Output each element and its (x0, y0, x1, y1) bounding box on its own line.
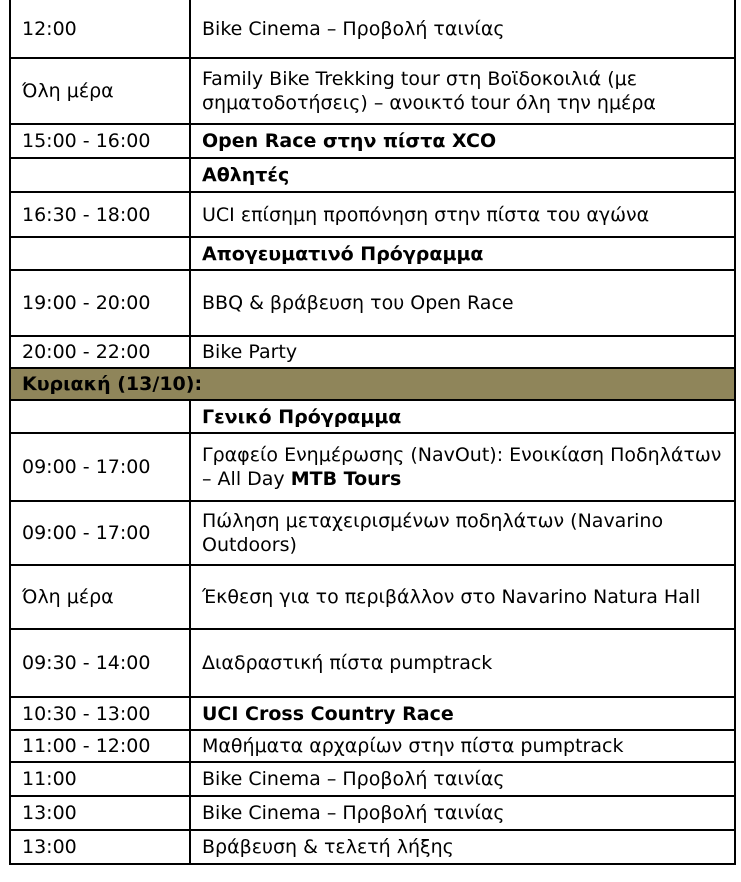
day-header-row (10, 368, 735, 400)
table-row (10, 830, 735, 864)
table-row (10, 501, 735, 565)
section-header-row (10, 158, 735, 192)
table-row (10, 697, 735, 730)
time-cell: 09:30 - 14:00 (10, 629, 190, 697)
description-cell (190, 433, 735, 501)
time-cell: 13:00 (10, 830, 190, 864)
description-cell: Open Race στην πίστα XCO (190, 124, 735, 158)
time-cell: 12:00 (10, 0, 190, 58)
section-header-row (10, 400, 735, 433)
section-title: Απογευματινό Πρόγραμμα (190, 237, 735, 270)
description-cell: Βράβευση & τελετή λήξης (190, 830, 735, 864)
table-row (10, 433, 735, 501)
table-row (10, 565, 735, 629)
description-cell: Bike Cinema – Προβολή ταινίας (190, 0, 735, 58)
table-row (10, 730, 735, 762)
table-row (10, 270, 735, 336)
table-row (10, 796, 735, 830)
section-title: Γενικό Πρόγραμμα (190, 400, 735, 433)
description-cell: Μαθήματα αρχαρίων στην πίστα pumptrack (190, 730, 735, 762)
time-cell: Όλη μέρα (10, 58, 190, 124)
time-cell: 20:00 - 22:00 (10, 336, 190, 368)
description-text: Γραφείο Ενημέρωσης (NavOut): Ενοικίαση Ποδηλάτων – All Day (202, 444, 722, 490)
description-cell: Family Bike Trekking tour στη Βοϊδοκοιλιά (με σηματοδοτήσεις) – ανοικτό tour όλη την ημέρα (190, 58, 735, 124)
description-cell: Έκθεση για το περιβάλλον στο Navarino Natura Hall (190, 565, 735, 629)
table-row (10, 336, 735, 368)
table-row (10, 629, 735, 697)
table-row (10, 192, 735, 237)
time-cell: 09:00 - 17:00 (10, 501, 190, 565)
table-row (10, 58, 735, 124)
description-cell: Bike Cinema – Προβολή ταινίας (190, 796, 735, 830)
description-cell: BBQ & βράβευση του Open Race (190, 270, 735, 336)
description-emphasis: MTB Tours (290, 468, 402, 490)
time-cell: 10:30 - 13:00 (10, 697, 190, 730)
day-heading: Κυριακή (13/10): (10, 368, 735, 400)
description-cell: UCI Cross Country Race (190, 697, 735, 730)
time-cell: Όλη μέρα (10, 565, 190, 629)
table-row (10, 762, 735, 796)
section-header-row (10, 237, 735, 270)
table-row (10, 124, 735, 158)
description-cell: Διαδραστική πίστα pumptrack (190, 629, 735, 697)
time-cell (10, 400, 190, 433)
schedule-table (9, 0, 736, 865)
description-cell: Bike Party (190, 336, 735, 368)
time-cell: 19:00 - 20:00 (10, 270, 190, 336)
time-cell: 16:30 - 18:00 (10, 192, 190, 237)
time-cell (10, 158, 190, 192)
description-cell: Bike Cinema – Προβολή ταινίας (190, 762, 735, 796)
time-cell: 11:00 - 12:00 (10, 730, 190, 762)
table-row (10, 0, 735, 58)
time-cell: 11:00 (10, 762, 190, 796)
time-cell: 09:00 - 17:00 (10, 433, 190, 501)
description-cell: Πώληση μεταχειρισμένων ποδηλάτων (Navarino Outdoors) (190, 501, 735, 565)
description-cell: UCI επίσημη προπόνηση στην πίστα του αγώνα (190, 192, 735, 237)
time-cell: 15:00 - 16:00 (10, 124, 190, 158)
time-cell (10, 237, 190, 270)
section-title: Αθλητές (190, 158, 735, 192)
time-cell: 13:00 (10, 796, 190, 830)
